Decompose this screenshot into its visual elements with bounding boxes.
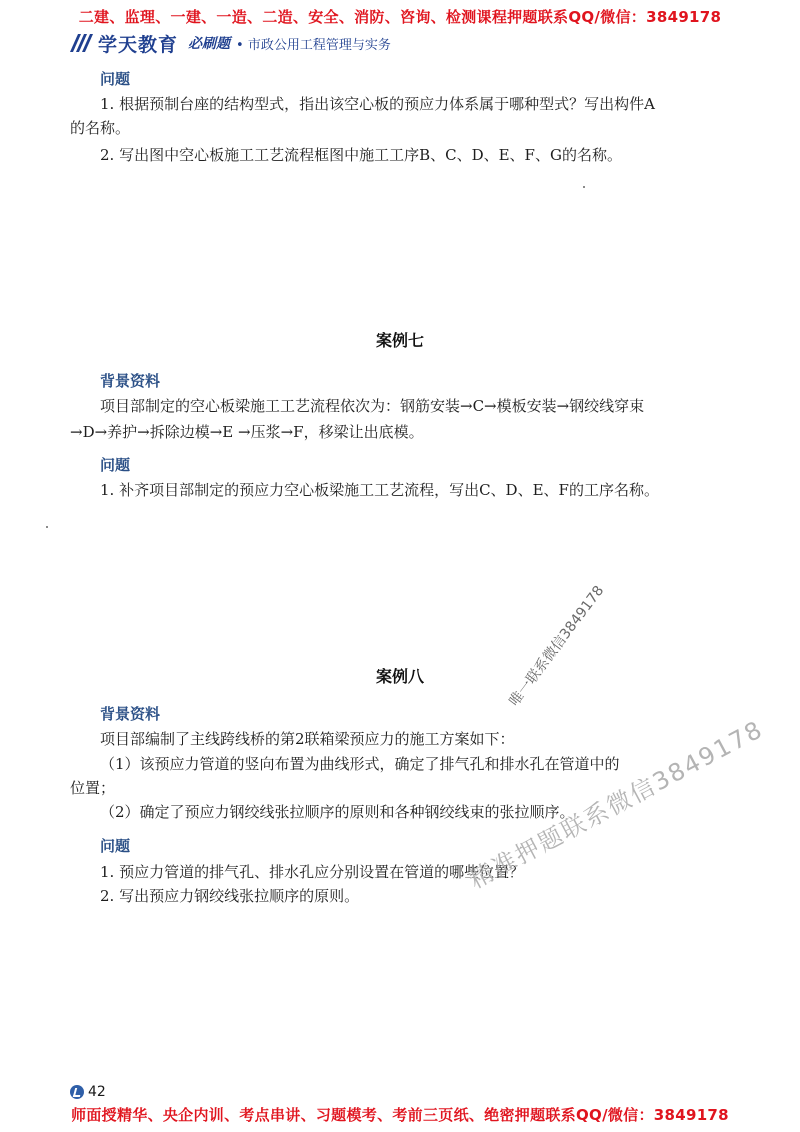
scan-speck — [46, 526, 48, 528]
contact-watermark-small: 唯一联系微信3849178 — [506, 582, 608, 710]
case-8-title: 案例八 — [375, 667, 424, 686]
case-7-background-line-2: →D→养护→拆除边模→E →压浆→F，移梁让出底模。 — [70, 423, 424, 441]
scan-speck — [583, 186, 585, 188]
case-8-background-line-2: （1）该预应力管道的竖向布置为曲线形式，确定了排气孔和排水孔在管道中的 — [100, 755, 620, 773]
brand-tag: 必刷题 — [188, 36, 231, 52]
xuetian-logo-icon — [68, 32, 94, 54]
page-badge-icon — [70, 1085, 84, 1099]
question-1-line-1: 1. 根据预制台座的结构型式，指出该空心板的预应力体系属于哪种型式？写出构件A — [100, 95, 655, 113]
page-number — [70, 1084, 106, 1100]
case-8-background-line-4: （2）确定了预应力钢绞线张拉顺序的原则和各种钢绞线束的张拉顺序。 — [100, 803, 575, 821]
top-promo-banner: 二建、监理、一建、一造、二造、安全、消防、咨询、检测课程押题联系QQ/微信：3849178 — [78, 8, 722, 26]
page-number-text: 42 — [88, 1084, 106, 1100]
case-8-background-heading: 背景资料 — [100, 705, 161, 723]
question-2: 2. 写出图中空心板施工工艺流程框图中施工工序B、C、D、E、F、G的名称。 — [100, 146, 622, 164]
case-8-background-line-3: 位置； — [70, 779, 116, 797]
case-8-question-1: 1. 预应力管道的排气孔、排水孔应分别设置在管道的哪些位置？ — [100, 863, 525, 881]
contact-watermark-large: 精准押题联系微信3849178 — [464, 714, 768, 895]
case-7-question-1: 1. 补齐项目部制定的预应力空心板梁施工工艺流程，写出C、D、E、F的工序名称。 — [100, 481, 659, 499]
case-8-background-line-1: 项目部编制了主线跨线桥的第2联箱梁预应力的施工方案如下： — [100, 730, 515, 748]
book-subject: • 市政公用工程管理与实务 — [236, 37, 391, 53]
case-7-background-line-1: 项目部制定的空心板梁施工工艺流程依次为：钢筋安装→C→模板安装→钢绞线穿束 — [100, 397, 645, 415]
brand-name: 学天教育 — [98, 33, 179, 56]
case-8-question-2: 2. 写出预应力钢绞线张拉顺序的原则。 — [100, 887, 360, 905]
case-7-title: 案例七 — [375, 331, 424, 350]
brand-header — [68, 30, 391, 56]
case-8-question-heading: 问题 — [100, 837, 131, 855]
question-heading: 问题 — [100, 70, 131, 88]
bottom-promo-banner: 师面授精华、央企内训、考点串讲、习题模考、考前三页纸、绝密押题联系QQ/微信：3849178 — [71, 1106, 729, 1124]
case-7-background-heading: 背景资料 — [100, 372, 161, 390]
question-1-line-2: 的名称。 — [70, 119, 131, 137]
case-7-question-heading: 问题 — [100, 456, 131, 474]
